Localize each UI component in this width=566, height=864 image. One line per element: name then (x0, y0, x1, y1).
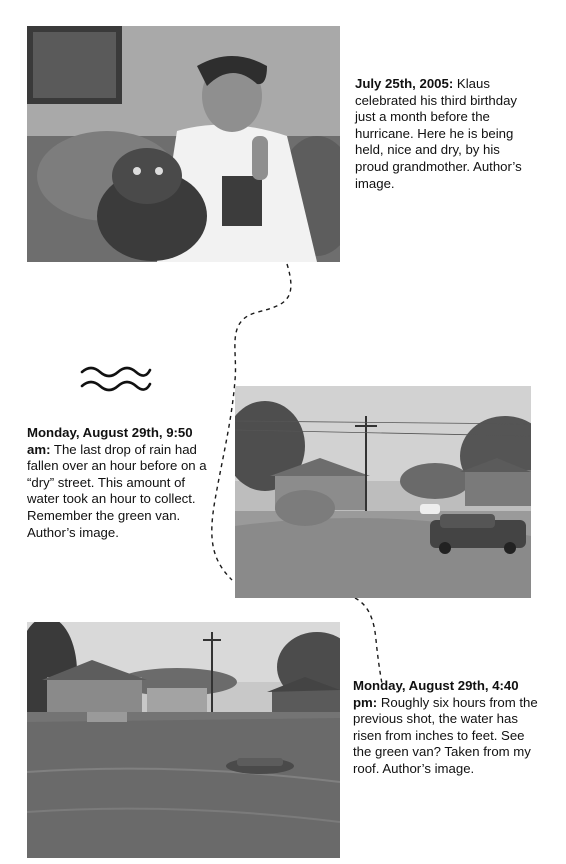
caption-july-25: July 25th, 2005: Klaus celebrated his third birthday just a month before the hurricane. Here he is being held, nice and dry, by his proud grandmother. Author’s image. (355, 76, 522, 191)
water-waves-icon (80, 362, 152, 394)
caption-text: Roughly six hours from the previous shot, the water has risen from inches to feet. See the green van? Taken from my roof. Author’s image. (353, 694, 538, 776)
caption-date: Monday, August 29th, 9:50 am (27, 425, 193, 457)
photo-street-9-50am (235, 386, 531, 598)
photo-grandmother-birthday (27, 26, 340, 262)
caption-text: Klaus celebrated his third birthday just a month before the hurricane. Here he is being held, nice and dry, by his proud grandmother. Author’s image. (355, 76, 522, 191)
caption-aug-29-morning: Monday, August 29th, 9:50 am: The last drop of rain had fallen over an hour before on a “dry” street. This amount of water took an hour to collect. Remember the green van. Author’s image. (27, 425, 207, 540)
photo-flood-4-40pm (27, 622, 340, 858)
caption-date: Monday, August 29th, 4:40 pm (353, 678, 519, 710)
caption-date: July 25th, 2005 (355, 76, 449, 91)
caption-aug-29-afternoon: Monday, August 29th, 4:40 pm: Roughly six hours from the previous shot, the water has risen from inches to feet. See the green van? Taken from my roof. Author’s image. (353, 678, 538, 776)
caption-text: The last drop of rain had fallen over an hour before on a “dry” street. This amount of water took an hour to collect. Remember the green van. Author’s image. (27, 441, 207, 540)
